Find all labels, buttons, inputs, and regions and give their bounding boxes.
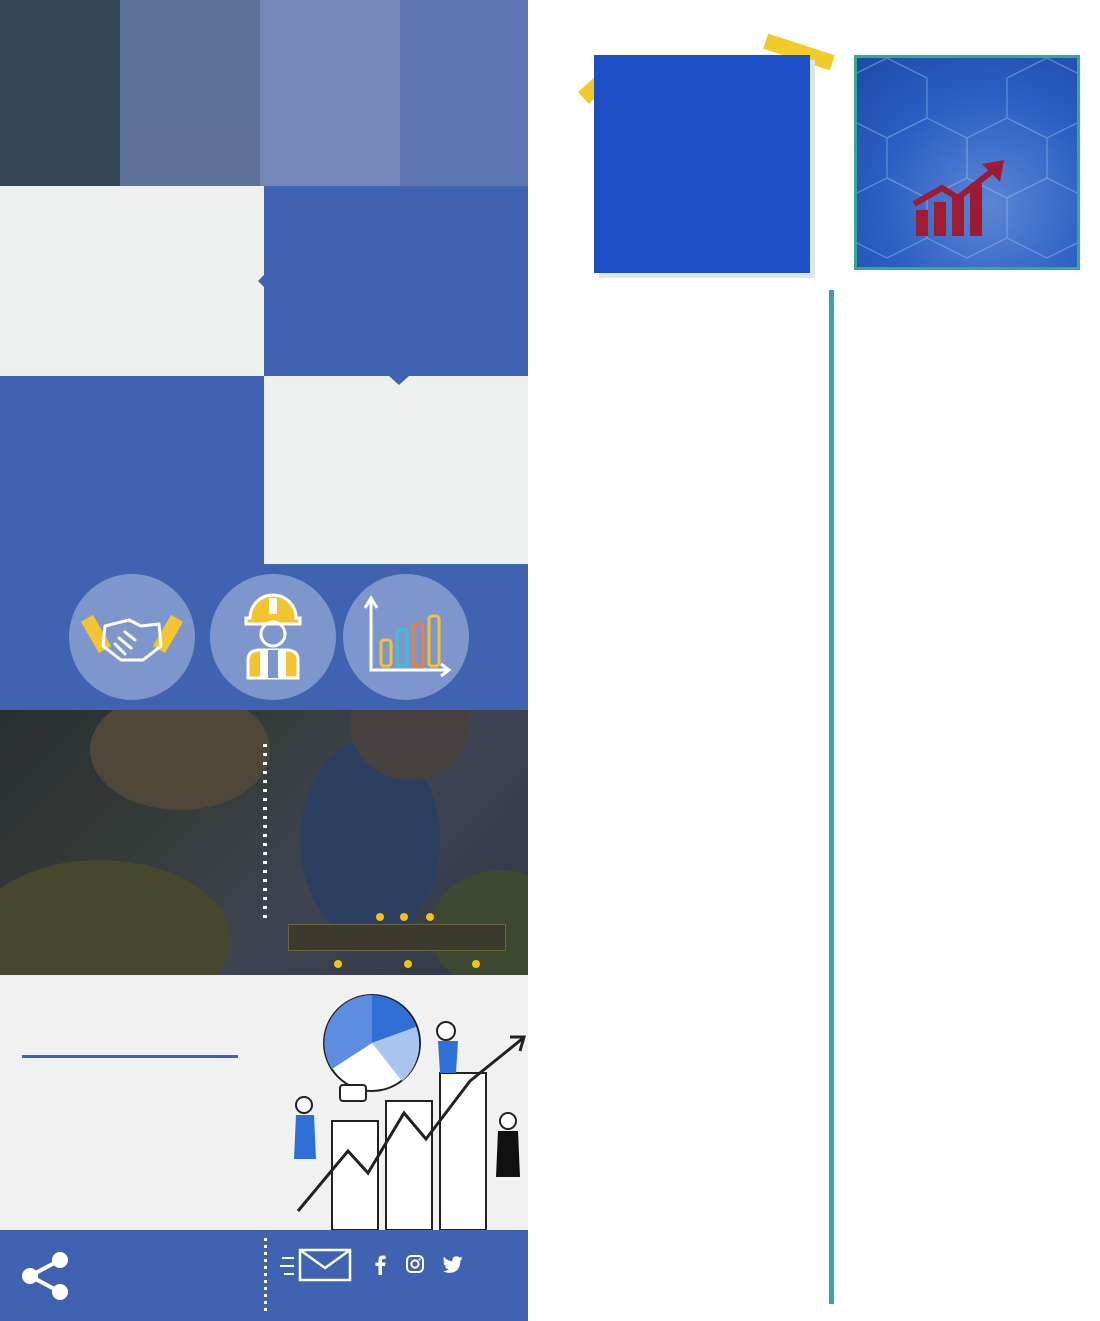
conoscere-body bbox=[610, 112, 614, 129]
market-photo-section bbox=[0, 710, 528, 975]
icons-band bbox=[0, 564, 528, 710]
title-underline bbox=[22, 1055, 238, 1058]
pointer-arrow-down bbox=[389, 376, 409, 385]
growth-chart-icon bbox=[912, 158, 1012, 238]
pointer-arrow bbox=[258, 273, 266, 289]
sdg-color-bar bbox=[572, 0, 1100, 34]
right-infographic bbox=[572, 0, 1100, 1321]
bar-chart-icon bbox=[343, 574, 469, 700]
left-infographic bbox=[0, 0, 528, 1321]
twitter-icon[interactable] bbox=[443, 1256, 463, 1273]
incontrare-section bbox=[0, 975, 528, 1230]
economia-solidale-badge bbox=[288, 924, 506, 951]
conoscere-card bbox=[594, 55, 810, 273]
handshake-icon bbox=[69, 574, 195, 700]
sdg-color-bar-bottom bbox=[572, 1304, 1100, 1321]
agire-section bbox=[0, 186, 264, 376]
poverta-section bbox=[264, 376, 528, 564]
primo-pensiero-section bbox=[264, 186, 528, 376]
perche-section bbox=[0, 376, 264, 564]
facebook-icon[interactable] bbox=[373, 1255, 387, 1275]
instagram-icon[interactable] bbox=[406, 1255, 424, 1273]
worker-icon bbox=[210, 574, 336, 700]
timeline-line bbox=[829, 290, 834, 1304]
mail-icon[interactable] bbox=[280, 1246, 354, 1284]
growth-illustration bbox=[270, 981, 528, 1230]
hero-banner bbox=[0, 0, 528, 186]
dotted-divider bbox=[263, 744, 267, 924]
goal-8-card bbox=[854, 55, 1080, 270]
share-icon[interactable] bbox=[20, 1250, 70, 1302]
footer-bar bbox=[0, 1230, 528, 1321]
dotted-divider bbox=[264, 1238, 267, 1314]
